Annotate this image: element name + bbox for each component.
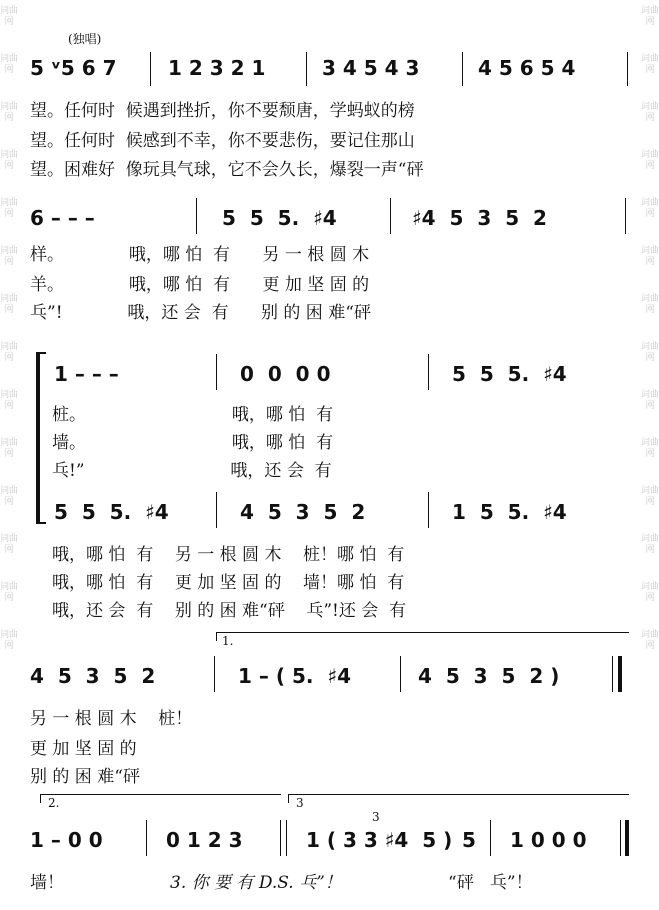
measure: 3 4 5 4 3 bbox=[322, 56, 420, 80]
lyric-line: 哦，哪 怕 有 另 一 根 圆 木 桩！哪 怕 有 bbox=[52, 545, 405, 565]
barline bbox=[196, 198, 197, 234]
barline bbox=[625, 198, 626, 234]
lyric-line: 桩。 哦，哪 怕 有 bbox=[52, 405, 334, 425]
measure: 6 – – – bbox=[30, 206, 95, 230]
lyric-line: 哦，哪 怕 有 更 加 坚 固 的 墙！哪 怕 有 bbox=[52, 573, 405, 593]
barline bbox=[428, 492, 429, 528]
barline bbox=[462, 52, 463, 86]
volta-bracket bbox=[40, 794, 281, 803]
measure: 0 1 2 3 bbox=[166, 828, 243, 852]
system-bracket bbox=[36, 352, 46, 524]
lyric-line: 样。 哦，哪 怕 有 另 一 根 圆 木 bbox=[30, 245, 370, 265]
measure: 4 5 3 5 2 ) bbox=[418, 664, 560, 688]
measure: 5 bbox=[462, 828, 476, 852]
lyric-line: 墙。 哦，哪 怕 有 bbox=[52, 433, 334, 453]
measure: 4 5 6 5 4 bbox=[478, 56, 576, 80]
measure: 4 5 3 5 2 bbox=[240, 500, 366, 524]
barline bbox=[216, 492, 217, 528]
lyric-line: 3. 你 要 有 D.S. 乓”！ bbox=[170, 873, 342, 893]
lyric-line: 乓”! 哦，还 会 有 别 的 困 难“砰 bbox=[30, 303, 371, 323]
lyric-line: 望。困难好 像玩具气球，它不会久长，爆裂一声“砰 bbox=[30, 160, 424, 180]
triplet-mark: 3 bbox=[372, 810, 380, 824]
lyric-line: 乓!” 哦，还 会 有 bbox=[52, 461, 332, 481]
barline bbox=[146, 820, 147, 856]
lyric-line: 羊。 哦，哪 怕 有 更 加 坚 固 的 bbox=[30, 275, 370, 295]
barline bbox=[620, 820, 621, 856]
barline bbox=[286, 820, 287, 856]
volta-label: 3 bbox=[296, 796, 304, 810]
volta-label: 1. bbox=[222, 634, 234, 648]
lyric-line: 别 的 困 难“砰 bbox=[30, 767, 140, 787]
lyric-line: 望。任何时 候感到不幸，你不要悲伤，要记住那山 bbox=[30, 131, 415, 151]
lyric-line: 墙！ bbox=[30, 873, 64, 893]
barline bbox=[214, 656, 215, 692]
measure: 1 – ( 5. ♯4 bbox=[238, 664, 351, 688]
watermark-left: 词曲网 词曲网 词曲网 词曲网 词曲网 词曲网 词曲网 词曲网 词曲网 词曲网 词曲网 词曲网 词曲网 词曲网 bbox=[0, 6, 19, 651]
barline bbox=[280, 820, 281, 856]
measure: 1 2 3 2 1 bbox=[168, 56, 266, 80]
barline bbox=[306, 52, 307, 86]
measure: 1 ( 3 3 ♯4 5 ) bbox=[306, 828, 453, 852]
repeat-barline bbox=[618, 656, 622, 692]
measure: 4 5 3 5 2 bbox=[30, 664, 156, 688]
measure: 1 – 0 0 bbox=[30, 828, 103, 852]
measure: 5 5 5. ♯4 bbox=[222, 206, 337, 230]
watermark-right: 词曲网 词曲网 词曲网 词曲网 词曲网 词曲网 词曲网 词曲网 词曲网 词曲网 词曲网 词曲网 词曲网 词曲网 bbox=[641, 6, 659, 651]
lyric-line: 望。任何时 候遇到挫折，你不要颓唐，学蚂蚁的榜 bbox=[30, 101, 415, 121]
volta-bracket bbox=[216, 632, 629, 641]
barline bbox=[490, 820, 491, 856]
barline bbox=[400, 656, 401, 692]
measure: 5 ᵛ5 6 7 bbox=[30, 56, 117, 80]
lyric-line: 另 一 根 圆 木 桩！ bbox=[30, 709, 193, 729]
barline bbox=[216, 354, 217, 390]
barline bbox=[428, 354, 429, 390]
measure: 1 – – – bbox=[54, 362, 119, 386]
measure: ♯4 5 3 5 2 bbox=[412, 206, 547, 230]
measure: 1 5 5. ♯4 bbox=[452, 500, 567, 524]
measure: 1 0 0 0 bbox=[510, 828, 587, 852]
barline bbox=[612, 656, 613, 692]
lyric-line: “砰 乓”！ bbox=[448, 873, 533, 893]
volta-bracket bbox=[288, 794, 629, 803]
volta-label: 2. bbox=[48, 796, 60, 810]
lyric-line: 更 加 坚 固 的 bbox=[30, 739, 137, 759]
barline bbox=[390, 198, 391, 234]
lyric-line: 哦，还 会 有 别 的 困 难“砰 乓”!还 会 有 bbox=[52, 601, 407, 621]
barline bbox=[150, 52, 151, 86]
final-barline bbox=[625, 820, 629, 856]
measure: 5 5 5. ♯4 bbox=[452, 362, 567, 386]
measure: 5 5 5. ♯4 bbox=[54, 500, 169, 524]
barline bbox=[627, 52, 628, 86]
measure: 0 0 0 0 bbox=[240, 362, 331, 386]
solo-marking: (独唱) bbox=[68, 32, 102, 46]
